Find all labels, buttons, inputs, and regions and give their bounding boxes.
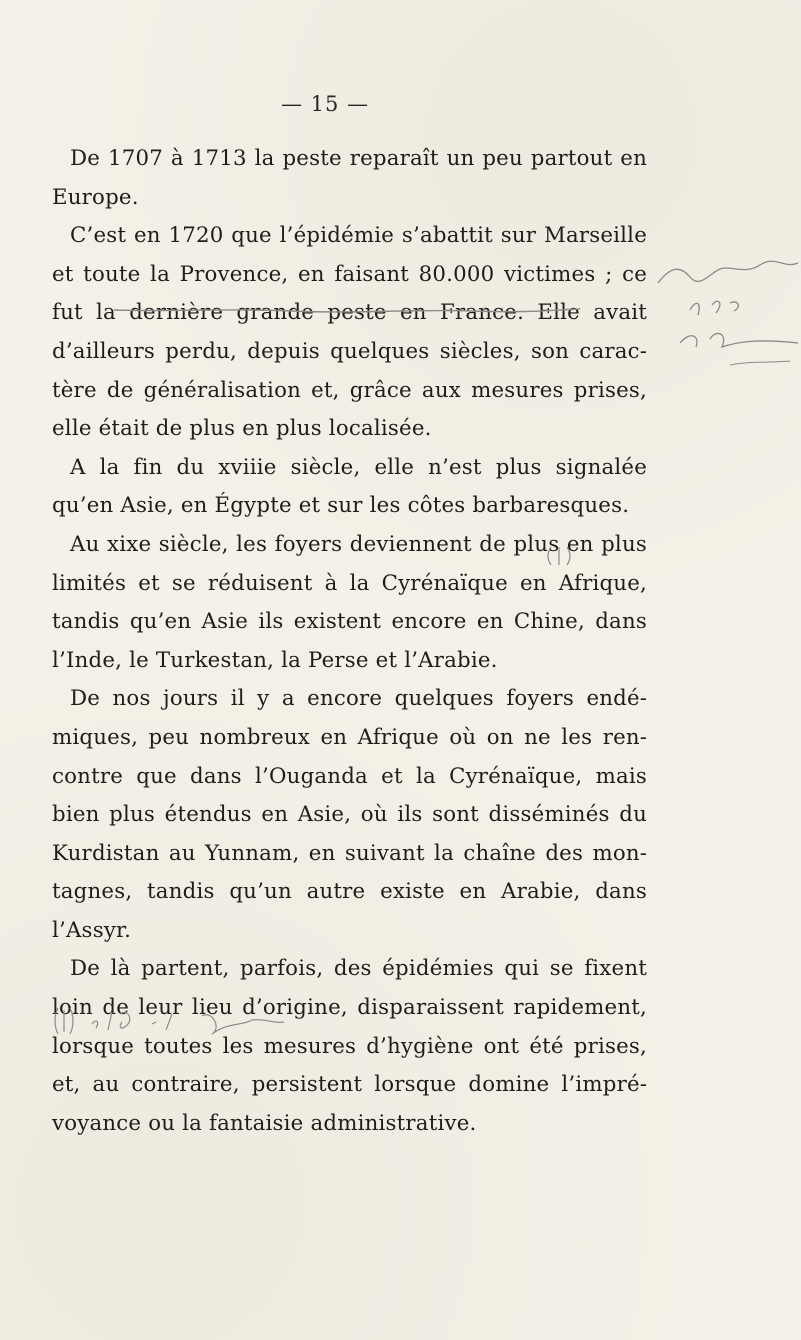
- paragraph-2: C’est en 1720 que l’épidémie s’abattit sur Marseille et toute la Provence, en faisant 80.000 victimes ; ce fut la dernière grande peste en France. Elle avait d’ailleurs perdu, depuis quelques siècles, son caractère de généralisation et, grâce aux mesures prises, elle était de plus en plus localisée.: [52, 223, 647, 442]
- pencil-underline-mark: [112, 304, 582, 316]
- handwritten-margin-note: [650, 255, 800, 385]
- pencil-footnote-marker: [545, 543, 585, 567]
- page-number: — 15 —: [280, 92, 370, 116]
- paragraph-4: Au xixe siècle, les foyers deviennent de plus en plus limités et se réduisent à la Cyrénaïque en Afrique, tandis qu’en Asie ils existent encore en Chine, dans l’Inde, le Turkestan, la Perse et l’Arabie.: [52, 531, 647, 673]
- paragraph-1: De 1707 à 1713 la peste reparaît un peu partout en Europe.: [52, 146, 647, 210]
- paragraph-6: De là partent, parfois, des épidémies qui se fixent loin de leur lieu d’origine, disparaissent rapidement, lorsque toutes les mesures d’hygiène ont été prises, et, au contraire, persistent lorsque domine l’imprévoyance ou la fantaisie administrative.: [52, 956, 647, 1136]
- paragraph-3: A la fin du xviiie siècle, elle n’est plus signalée qu’en Asie, en Égypte et sur les côtes barbaresques.: [52, 454, 647, 519]
- handwritten-footnote: [52, 1000, 352, 1040]
- body-text: [52, 140, 647, 1143]
- paragraph-5: De nos jours il y a encore quelques foyers endémiques, peu nombreux en Afrique où on ne les rencontre que dans l’Ouganda et la Cyrénaïque, mais bien plus étendus en Asie, où ils sont disséminés du Kurdistan au Yunnam, en suivant la chaîne des montagnes, tandis qu’un autre existe en Arabie, dans l’Assyr.: [52, 686, 647, 943]
